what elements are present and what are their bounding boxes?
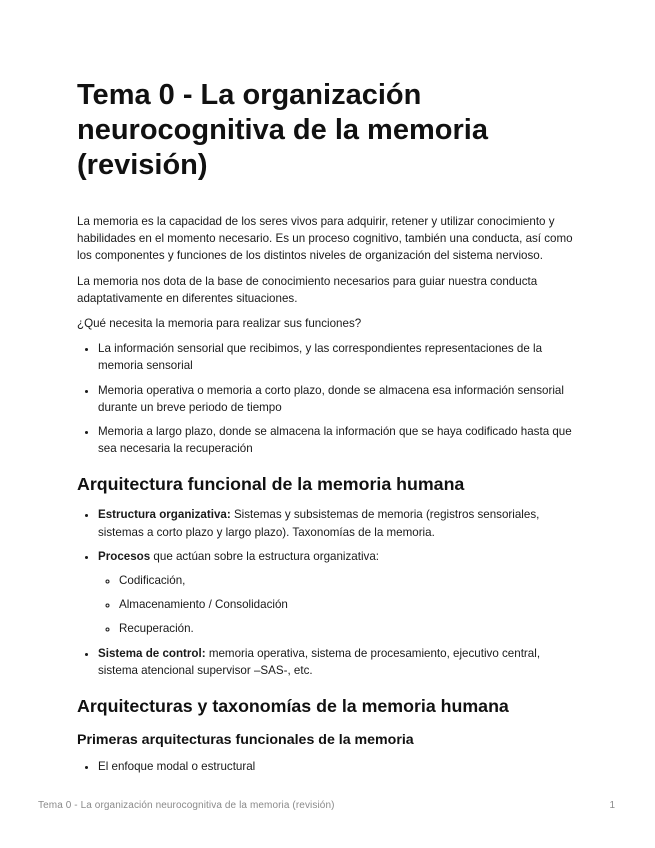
question-paragraph: ¿Qué necesita la memoria para realizar sus funciones? [77,317,362,331]
sublist-item: ◦ Almacenamiento / Consolidación [119,596,577,613]
item-label: Procesos [98,549,151,563]
architecture-list [77,506,577,679]
footer-title: Tema 0 - La organización neurocognitiva de la memoria (revisión) [38,800,335,811]
early-architectures-list [77,758,577,775]
section-heading-architecture: Arquitectura funcional de la memoria humana [77,474,465,495]
item-text: que actúan sobre la estructura organizativa: [150,549,379,563]
item-text: memoria operativa, sistema de procesamiento, ejecutivo central, sistema atencional supervisor –SAS-, etc. [98,646,541,677]
page-number: 1 [609,800,615,811]
list-item [98,506,577,540]
item-text: Sistemas y subsistemas de memoria (registros sensoriales, sistemas a corto plazo y largo plazo). Taxonomías de la memoria. [98,508,540,539]
subsection-heading: Primeras arquitecturas funcionales de la memoria [77,732,414,749]
knowledge-paragraph: La memoria nos dota de la base de conocimiento necesarios para guiar nuestra conducta adaptativamente en diferentes situaciones. [77,274,538,305]
list-item: • La información sensorial que recibimos, y las correspondientes representaciones de la memoria sensorial [98,340,577,374]
page-title: Tema 0 - La organización neurocognitiva de la memoria (revisión) [77,79,488,181]
list-item [98,548,577,638]
list-item: • Memoria operativa o memoria a corto plazo, donde se almacena esa información sensorial durante un breve periodo de tiempo [98,382,577,416]
list-item: • Memoria a largo plazo, donde se almacena la información que se haya codificado hasta que sea necesaria la recuperación [98,423,577,457]
list-item: • El enfoque modal o estructural [98,758,577,775]
section-heading-taxonomies: Arquitecturas y taxonomías de la memoria humana [77,696,509,717]
intro-paragraph: La memoria es la capacidad de los seres vivos para adquirir, retener y utilizar conocimiento y habilidades en el momento necesario. Es un proceso cognitivo, también una conducta, así como los componentes y funciones de los distintos niveles de organización del sistema nervioso. [77,215,573,263]
list-item [98,645,577,679]
sublist-item: ◦ Codificación, [119,572,577,589]
needs-list [77,340,577,457]
sublist-item: ◦ Recuperación. [119,620,577,637]
processes-sublist [98,572,577,638]
item-label: Estructura organizativa: [98,508,231,522]
item-label: Sistema de control: [98,646,206,660]
document-page [77,78,577,783]
